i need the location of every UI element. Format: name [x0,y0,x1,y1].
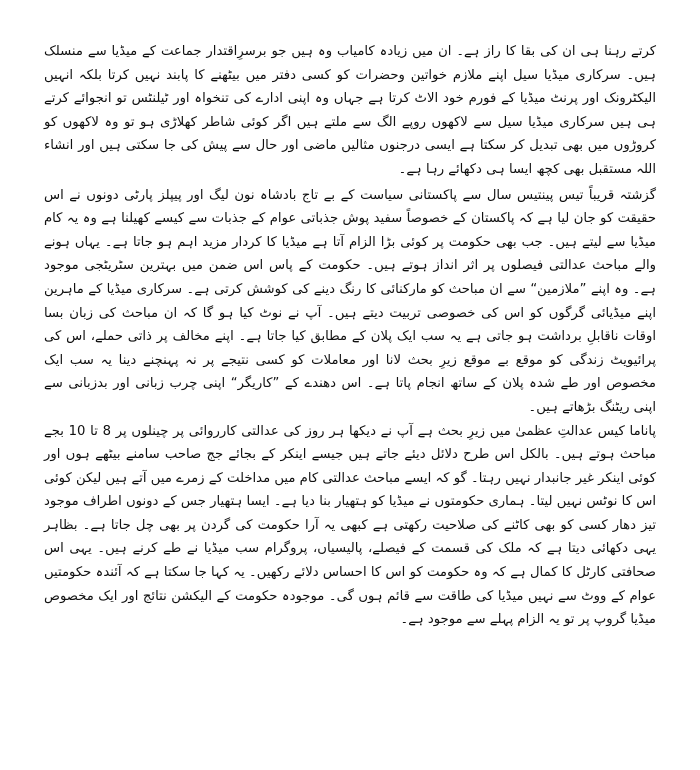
article-paragraph: کرتے رہنا ہی ان کی بقا کا راز ہے۔ ان میں زیادہ کامیاب وہ ہیں جو برسرِاقتدار جماعت کے میڈیا سے منسلک ہیں۔ سرکاری میڈیا سیل اپنے ملازم خواتین وحضرات کو کسی دفتر میں بیٹھنے کا پابند نہیں کرتا بلکہ انہیں الیکٹرونک اور پرنٹ میڈیا کے فورم خود الاٹ کرتا ہے جہاں وہ اپنی ادارے کی تنخواہ اور ٹیلنٹس تو انجوائے کرتے ہی ہیں سرکاری میڈیا سیل سے لاکھوں روپے الگ سے ملتے ہیں اگر کوئی شاطر کھلاڑی ہو تو وہ لاکھوں کو کروڑوں میں بھی تبدیل کر سکتا ہے ایسی درجنوں مثالیں ماضی اور حال سے پیش کی جا سکتی ہیں اور انشاء اللہ مستقبل بھی کچھ ایسا ہی دکھائے رہا ہے۔ [44,44,656,177]
urdu-article-body [44,40,656,632]
article-paragraph: پاناما کیس عدالتِ عظمیٰ میں زیرِ بحث ہے آپ نے دیکھا ہر روز کی عدالتی کارروائی پر چینلوں پر 8 تا 10 بجے مباحث ہوتے ہیں۔ بالکل اس طرح دلائل دیئے جاتے ہیں جیسے اینکر کے بجائے جج صاحب سامنے بیٹھے ہوں اور کوئی اینکر غیر جانبدار نہیں رہتا۔ گو کہ ایسے مباحث عدالتی کام میں مداخلت کے زمرے میں آتے ہیں لیکن کوئی اس کا نوٹس نہیں لیتا۔ ہماری حکومتوں نے میڈیا کو ہتھیار بنا دیا ہے۔ ایسا ہتھیار جس کے دونوں اطراف موجود تیز دھار کسی کو بھی کاٹنے کی صلاحیت رکھتی ہے کبھی یہ آرا حکومت کی گردن پر بھی چل جاتا ہے۔ بظاہر یہی دکھائی دیتا ہے کہ ملک کی قسمت کے فیصلے، پالیسیاں، پروگرام سب میڈیا نے طے کرنے ہیں۔ یہی اس صحافتی کارٹل کا کمال ہے کہ وہ حکومت کو اس کا احساس دلائے رکھیں۔ یہ کہا جا سکتا ہے کہ آئندہ حکومتیں عوام کے ووٹ سے نہیں میڈیا کی طاقت سے قائم ہوں گی۔ موجودہ حکومت کے الیکشن نتائج اور ایک مخصوص میڈیا گروپ پر تو یہ الزام پہلے سے موجود ہے۔ [44,423,657,628]
article-paragraph: گزشتہ قریباً تیس پینتیس سال سے پاکستانی سیاست کے بے تاج بادشاہ نون لیگ اور پیپلز پارٹی دونوں نے اس حقیقت کو جان لیا ہے کہ پاکستان کے خصوصاً سفید پوش جذباتی عوام کے جذبات سے کیسے کھیلنا ہے وہ یہ کام میڈیا سے لیتے ہیں۔ جب بھی حکومت پر کوئی بڑا الزام آتا ہے میڈیا کا کردار مزید اہم ہو جاتا ہے۔ یہاں ہونے والے مباحث عدالتی فیصلوں پر اثر انداز ہوتے ہیں۔ حکومت کے پاس اس ضمن میں بہترین سٹریٹجی موجود ہے۔ وہ اپنے ”ملازمین“ سے ان مباحث کو مارکنائی کا رنگ دینے کی کوشش کرتی ہے۔ سرکاری میڈیا کے ماہرین اپنے میڈیائی گرگوں کو اس کی خصوصی تربیت دیتے ہیں۔ آپ نے نوٹ کیا ہو گا کہ ان مباحث کی زبان بسا اوقات ناقابلِ برداشت ہو جاتی ہے یہ سب ایک پلان کے مطابق کیا جاتا ہے۔ اپنے مخالف پر ذاتی حملے، اس کی پرائیویٹ زندگی کو موقع بے موقع زیرِ بحث لانا اور معاملات کو کسی نتیجے پر نہ پہنچنے دینا یہ سب ایک مخصوص اور طے شدہ پلان کے ساتھ انجام پاتا ہے۔ اس دھندے کے ”کاریگر“ اپنی چرب زبانی اور بدزبانی سے اپنی ریٹنگ بڑھاتے ہیں۔ [44,187,656,415]
